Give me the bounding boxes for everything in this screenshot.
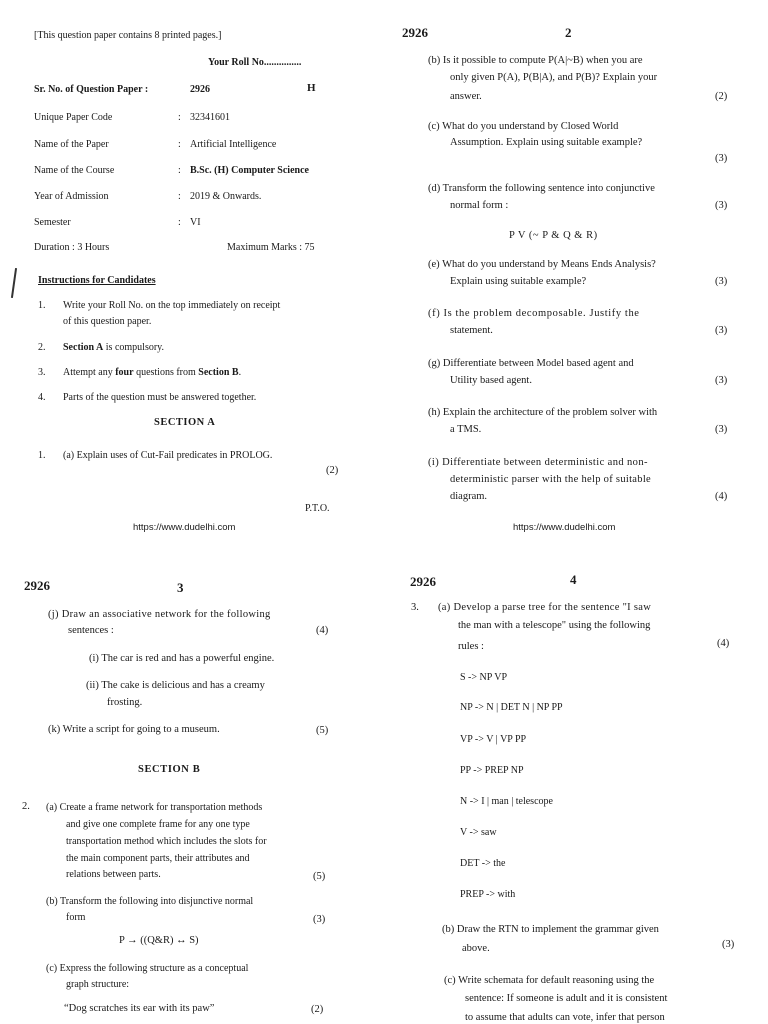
formula: P → ((Q&R) ↔ S) bbox=[119, 935, 199, 946]
question-3b: above. bbox=[462, 943, 490, 954]
paper-code: 2926 bbox=[402, 25, 428, 40]
field-value: B.Sc. (H) Computer Science bbox=[190, 165, 309, 176]
question-1g: Utility based agent. bbox=[450, 375, 532, 386]
pto: P.T.O. bbox=[305, 503, 330, 514]
question-2a: relations between parts. bbox=[66, 869, 161, 880]
page-2 bbox=[384, 0, 768, 540]
question-1j-ii: frosting. bbox=[107, 697, 143, 708]
question-1h: a TMS. bbox=[450, 424, 482, 435]
field-value: VI bbox=[190, 217, 201, 228]
margin-mark bbox=[11, 268, 17, 298]
marks: (2) bbox=[326, 465, 339, 476]
marks: (3) bbox=[722, 939, 735, 950]
question-2b: form bbox=[66, 912, 86, 923]
marks: (4) bbox=[715, 491, 728, 502]
question-1e: (e) What do you understand by Means Ends Analysis? bbox=[428, 259, 656, 270]
question-1a: (a) Explain uses of Cut-Fail predicates in PROLOG. bbox=[63, 450, 273, 461]
field-colon: : bbox=[178, 191, 181, 202]
field-label: Semester bbox=[34, 217, 71, 228]
question-1c: Assumption. Explain using suitable example? bbox=[450, 137, 643, 148]
question-1b: (b) Is it possible to compute P(A|~B) when you are bbox=[428, 55, 643, 66]
field-colon: : bbox=[178, 139, 181, 150]
instructions-title: Instructions for Candidates bbox=[38, 275, 156, 286]
question-1h: (h) Explain the architecture of the problem solver with bbox=[428, 407, 658, 418]
question-3c: sentence: If someone is adult and it is consistent bbox=[465, 993, 668, 1004]
instruction-text: Section A is compulsory. bbox=[63, 342, 165, 353]
marks: (3) bbox=[715, 424, 728, 435]
page-number: 3 bbox=[177, 580, 184, 595]
question-1b: only given P(A), P(B|A), and P(B)? Explain your bbox=[450, 72, 658, 83]
instruction-number: 3. bbox=[38, 367, 46, 378]
grammar-rule: V -> saw bbox=[460, 827, 497, 838]
marks: (5) bbox=[316, 725, 329, 736]
field-value: Artificial Intelligence bbox=[190, 139, 277, 150]
instruction-text: Write your Roll No. on the top immediately on receipt bbox=[63, 300, 281, 311]
question-number: 2. bbox=[22, 801, 30, 812]
question-1i: diagram. bbox=[450, 491, 488, 502]
question-1k: (k) Write a script for going to a museum. bbox=[48, 724, 220, 735]
field-colon: : bbox=[178, 165, 181, 176]
question-2b: (b) Transform the following into disjunctive normal bbox=[46, 896, 254, 907]
question-2a: and give one complete frame for any one type bbox=[66, 819, 250, 830]
page-3 bbox=[0, 565, 384, 1024]
grammar-rule: PREP -> with bbox=[460, 889, 516, 900]
question-3b: (b) Draw the RTN to implement the grammar given bbox=[442, 924, 659, 935]
field-label: Name of the Paper bbox=[34, 139, 109, 150]
marks: (2) bbox=[311, 1004, 324, 1015]
question-1j: sentences : bbox=[68, 625, 114, 636]
marks: (3) bbox=[715, 153, 728, 164]
question-2c: (c) Express the following structure as a conceptual bbox=[46, 963, 249, 974]
paper-set: H bbox=[307, 82, 316, 94]
question-2a: the main component parts, their attributes and bbox=[66, 853, 250, 864]
page-4 bbox=[384, 565, 768, 1024]
field-label: Year of Admission bbox=[34, 191, 109, 202]
sr-no-value: 2926 bbox=[190, 84, 210, 95]
question-1j-i: (i) The car is red and has a powerful engine. bbox=[89, 653, 275, 664]
instruction-number: 4. bbox=[38, 392, 46, 403]
grammar-rule: DET -> the bbox=[460, 858, 506, 869]
question-3a: rules : bbox=[458, 641, 484, 652]
instruction-text: Parts of the question must be answered together. bbox=[63, 392, 257, 403]
field-colon: : bbox=[178, 112, 181, 123]
question-3c: to assume that adults can vote, infer that person bbox=[465, 1012, 665, 1023]
sr-no-label: Sr. No. of Question Paper : bbox=[34, 84, 149, 95]
website-link[interactable]: https://www.dudelhi.com bbox=[513, 522, 616, 533]
question-3a: (a) Develop a parse tree for the sentence "I saw bbox=[438, 602, 652, 613]
paper-code: 2926 bbox=[24, 578, 50, 593]
grammar-rule: S -> NP VP bbox=[460, 672, 508, 683]
grammar-rule: PP -> PREP NP bbox=[460, 765, 524, 776]
instruction-text: Attempt any four questions from Section B. bbox=[63, 367, 242, 378]
page-number: 2 bbox=[565, 25, 572, 40]
question-3c: (c) Write schemata for default reasoning using the bbox=[444, 975, 655, 986]
question-1j: (j) Draw an associative network for the following bbox=[48, 609, 271, 620]
marks: (5) bbox=[313, 871, 326, 882]
question-1f: statement. bbox=[450, 325, 493, 336]
duration: Duration : 3 Hours bbox=[34, 242, 110, 253]
marks: (3) bbox=[313, 914, 326, 925]
marks: (3) bbox=[715, 375, 728, 386]
marks: (4) bbox=[316, 625, 329, 636]
page-number: 4 bbox=[570, 572, 577, 587]
marks: (2) bbox=[715, 91, 728, 102]
question-number: 1. bbox=[38, 450, 46, 461]
marks: (3) bbox=[715, 200, 728, 211]
question-3a: the man with a telescope" using the following bbox=[458, 620, 651, 631]
question-2c: graph structure: bbox=[66, 979, 130, 990]
marks: (3) bbox=[715, 325, 728, 336]
section-a-heading: SECTION A bbox=[154, 417, 216, 428]
question-1g: (g) Differentiate between Model based agent and bbox=[428, 358, 634, 369]
quoted-sentence: “Dog scratches its ear with its paw” bbox=[64, 1003, 215, 1014]
grammar-rule: N -> I | man | telescope bbox=[460, 796, 553, 807]
field-label: Name of the Course bbox=[34, 165, 115, 176]
question-1f: (f) Is the problem decomposable. Justify the bbox=[428, 308, 640, 319]
question-1i: (i) Differentiate between deterministic and non- bbox=[428, 457, 648, 468]
question-1b: answer. bbox=[450, 91, 482, 102]
page-1 bbox=[0, 0, 384, 540]
question-2a: transportation method which includes the slots for bbox=[66, 836, 267, 847]
paper-code: 2926 bbox=[410, 574, 436, 589]
grammar-rule: VP -> V | VP PP bbox=[460, 734, 527, 745]
marks: (3) bbox=[715, 276, 728, 287]
grammar-rule: NP -> N | DET N | NP PP bbox=[460, 702, 563, 713]
question-2a: (a) Create a frame network for transportation methods bbox=[46, 802, 263, 813]
question-1c: (c) What do you understand by Closed World bbox=[428, 121, 619, 132]
instruction-text: of this question paper. bbox=[63, 316, 152, 327]
question-number: 3. bbox=[411, 602, 419, 613]
field-label: Unique Paper Code bbox=[34, 112, 113, 123]
question-1i: deterministic parser with the help of suitable bbox=[450, 474, 651, 485]
roll-no-field: Your Roll No............... bbox=[208, 57, 302, 68]
question-1e: Explain using suitable example? bbox=[450, 276, 587, 287]
question-1d: normal form : bbox=[450, 200, 509, 211]
formula: P V (~ P & Q & R) bbox=[509, 230, 598, 241]
website-link[interactable]: https://www.dudelhi.com bbox=[133, 522, 236, 533]
question-1d: (d) Transform the following sentence into conjunctive bbox=[428, 183, 655, 194]
instruction-number: 1. bbox=[38, 300, 46, 311]
printed-pages-note: [This question paper contains 8 printed pages.] bbox=[34, 30, 222, 41]
field-value: 2019 & Onwards. bbox=[190, 191, 262, 202]
field-value: 32341601 bbox=[190, 112, 230, 123]
question-1j-ii: (ii) The cake is delicious and has a creamy bbox=[86, 680, 265, 691]
instruction-number: 2. bbox=[38, 342, 46, 353]
section-b-heading: SECTION B bbox=[138, 764, 201, 775]
maximum-marks: Maximum Marks : 75 bbox=[227, 242, 315, 253]
field-colon: : bbox=[178, 217, 181, 228]
marks: (4) bbox=[717, 638, 730, 649]
